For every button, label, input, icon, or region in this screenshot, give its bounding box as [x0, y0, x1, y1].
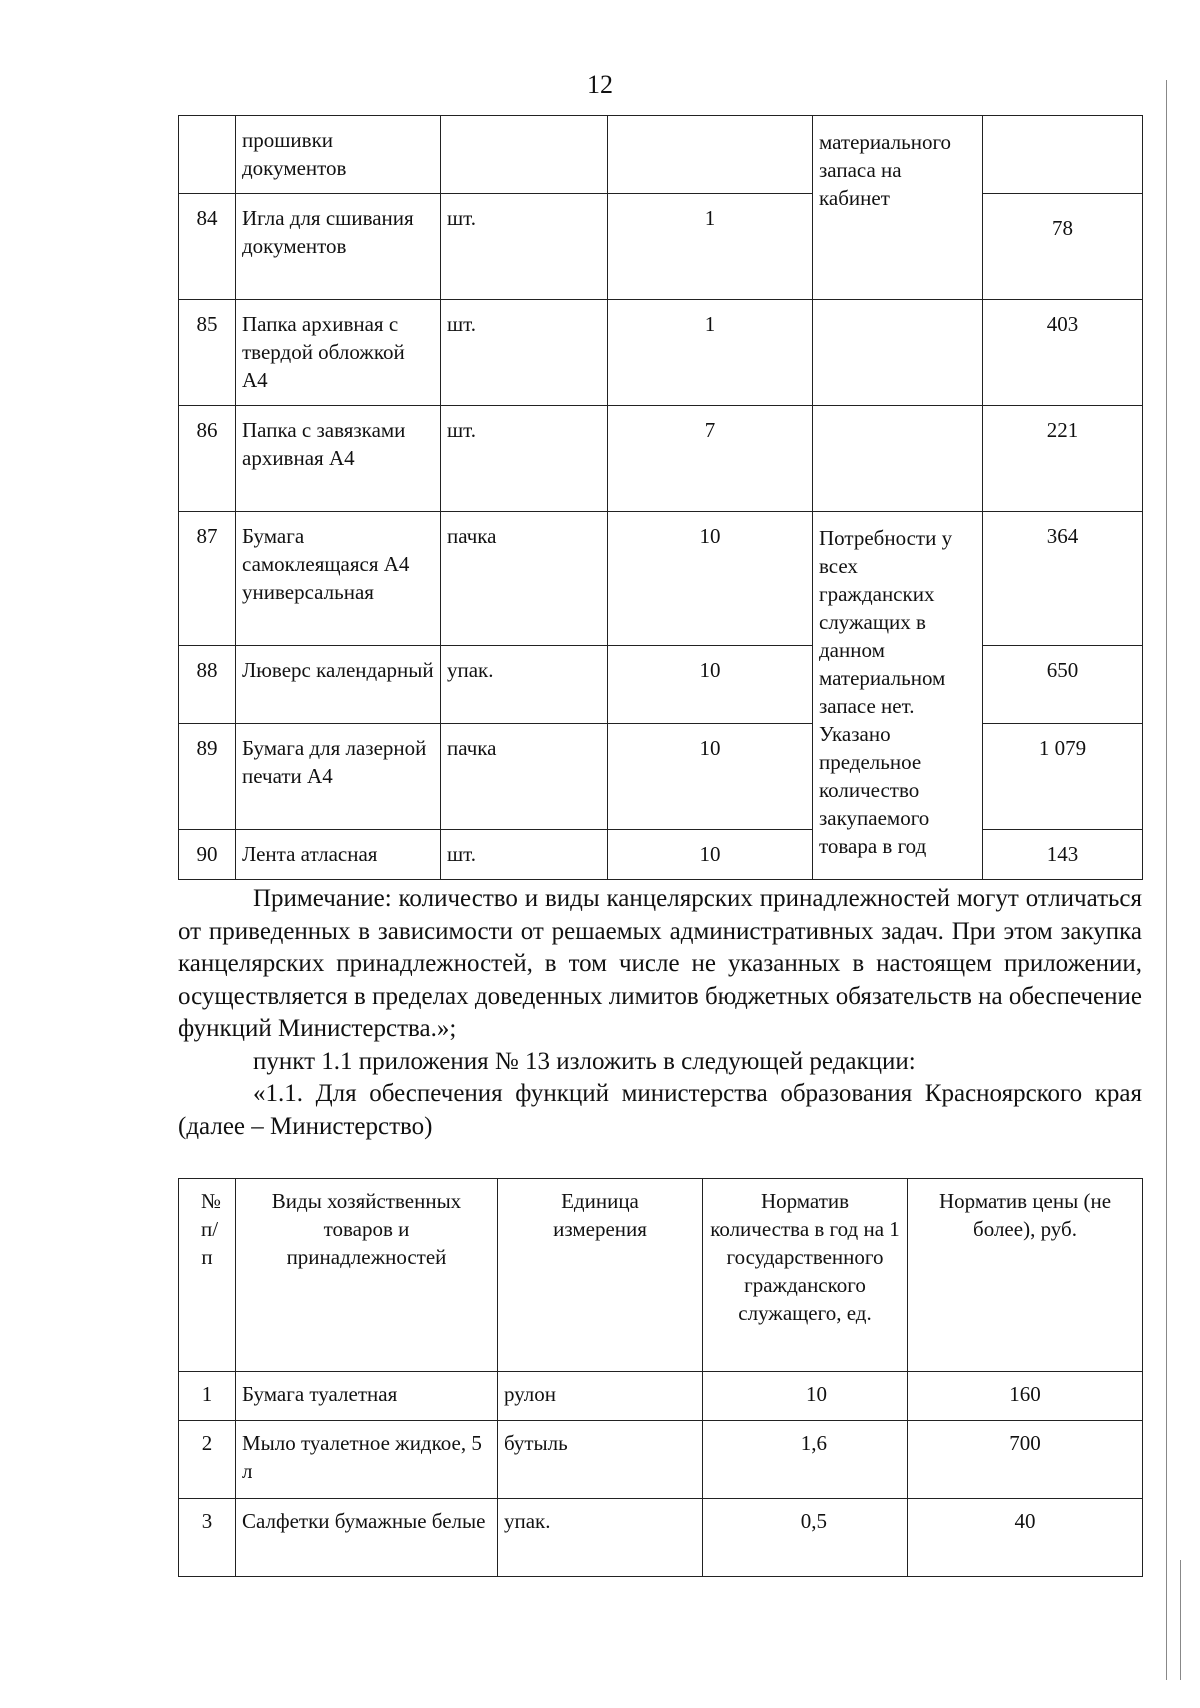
header-price: Норматив цены (не более), руб. [908, 1179, 1143, 1372]
item-qty: 10 [608, 512, 813, 646]
header-unit: Единица измерения [498, 1179, 703, 1372]
note-paragraph: Примечание: количество и виды канцелярских принадлежностей могут отличаться от приведенных в зависимости от решаемых административных задач. При этом закупка канцелярских принадлежностей, в том числе не указанных в настоящем приложении, осуществляется в пределах доведенных лимитов бюджетных обязательств на обеспечение функций Министерства.»; [178, 885, 1142, 1042]
table-row [179, 830, 1143, 880]
row-number: 90 [179, 830, 236, 880]
table-row [179, 300, 1143, 406]
table-row [179, 512, 1143, 646]
item-price: 78 [983, 194, 1143, 300]
intro-paragraph: «1.1. Для обеспечения функций министерства образования Красноярского края (далее – Министерство) [178, 1080, 1142, 1140]
item-price: 364 [983, 512, 1143, 646]
point-paragraph: пункт 1.1 приложения № 13 изложить в следующей редакции: [253, 1047, 916, 1075]
row-number: 89 [179, 724, 236, 830]
item-price: 1 079 [983, 724, 1143, 830]
table-row [179, 116, 1143, 194]
stationery-table [178, 115, 1143, 880]
item-unit: упак. [441, 646, 608, 724]
item-note [813, 300, 983, 406]
page-number: 12 [587, 70, 613, 99]
row-number: 85 [179, 300, 236, 406]
item-name: Папка с завязками архивная А4 [236, 406, 441, 512]
item-qty: 1,6 [703, 1421, 908, 1499]
item-unit: шт. [441, 830, 608, 880]
item-unit: шт. [441, 194, 608, 300]
item-note: Потребности у всех гражданских служащих в данном материальном запасе нет. Указано предельное количество закупаемого товара в год [813, 512, 983, 880]
item-price: 403 [983, 300, 1143, 406]
item-name: Игла для сшивания документов [236, 194, 441, 300]
item-name: прошивки документов [236, 116, 441, 194]
table-row [179, 1499, 1143, 1577]
scan-artifact-line [1180, 1560, 1181, 1680]
item-unit: упак. [498, 1499, 703, 1577]
item-qty [608, 116, 813, 194]
item-qty: 7 [608, 406, 813, 512]
table-row [179, 406, 1143, 512]
item-name: Бумага для лазерной печати А4 [236, 724, 441, 830]
item-unit: пачка [441, 724, 608, 830]
item-qty: 1 [608, 300, 813, 406]
item-unit: шт. [441, 406, 608, 512]
household-goods-table [178, 1178, 1143, 1577]
item-price: 40 [908, 1499, 1143, 1577]
item-unit: шт. [441, 300, 608, 406]
item-name: Мыло туалетное жидкое, 5 л [236, 1421, 498, 1499]
header-qty: Норматив количества в год на 1 государственного гражданского служащего, ед. [703, 1179, 908, 1372]
row-number: 84 [179, 194, 236, 300]
row-number: 86 [179, 406, 236, 512]
item-qty: 10 [608, 724, 813, 830]
table-row [179, 646, 1143, 724]
row-number: 3 [179, 1499, 236, 1577]
body-text [178, 883, 1142, 1143]
scan-artifact-line [1166, 80, 1167, 1680]
item-note [813, 406, 983, 512]
item-qty: 1 [608, 194, 813, 300]
row-number: 88 [179, 646, 236, 724]
item-name: Люверс календарный [236, 646, 441, 724]
table-header-row [179, 1179, 1143, 1372]
item-name: Салфетки бумажные белые [236, 1499, 498, 1577]
item-unit: бутыль [498, 1421, 703, 1499]
item-name: Бумага самоклеящаяся А4 универсальная [236, 512, 441, 646]
header-name: Виды хозяйственных товаров и принадлежностей [236, 1179, 498, 1372]
item-price: 143 [983, 830, 1143, 880]
item-unit: рулон [498, 1372, 703, 1421]
item-price: 650 [983, 646, 1143, 724]
item-qty: 10 [608, 646, 813, 724]
row-number [179, 116, 236, 194]
item-unit: пачка [441, 512, 608, 646]
item-price: 160 [908, 1372, 1143, 1421]
item-price: 221 [983, 406, 1143, 512]
item-qty: 0,5 [703, 1499, 908, 1577]
item-qty: 10 [703, 1372, 908, 1421]
table-row [179, 194, 1143, 300]
table-row [179, 724, 1143, 830]
item-qty: 10 [608, 830, 813, 880]
table-row [179, 1421, 1143, 1499]
row-number: 87 [179, 512, 236, 646]
item-unit [441, 116, 608, 194]
header-num: № п/п [179, 1179, 236, 1372]
row-number: 1 [179, 1372, 236, 1421]
item-note: материального запаса на кабинет [813, 116, 983, 300]
item-name: Лента атласная [236, 830, 441, 880]
item-name: Папка архивная с твердой обложкой А4 [236, 300, 441, 406]
item-price [983, 116, 1143, 194]
item-price: 700 [908, 1421, 1143, 1499]
item-name: Бумага туалетная [236, 1372, 498, 1421]
table-row [179, 1372, 1143, 1421]
row-number: 2 [179, 1421, 236, 1499]
